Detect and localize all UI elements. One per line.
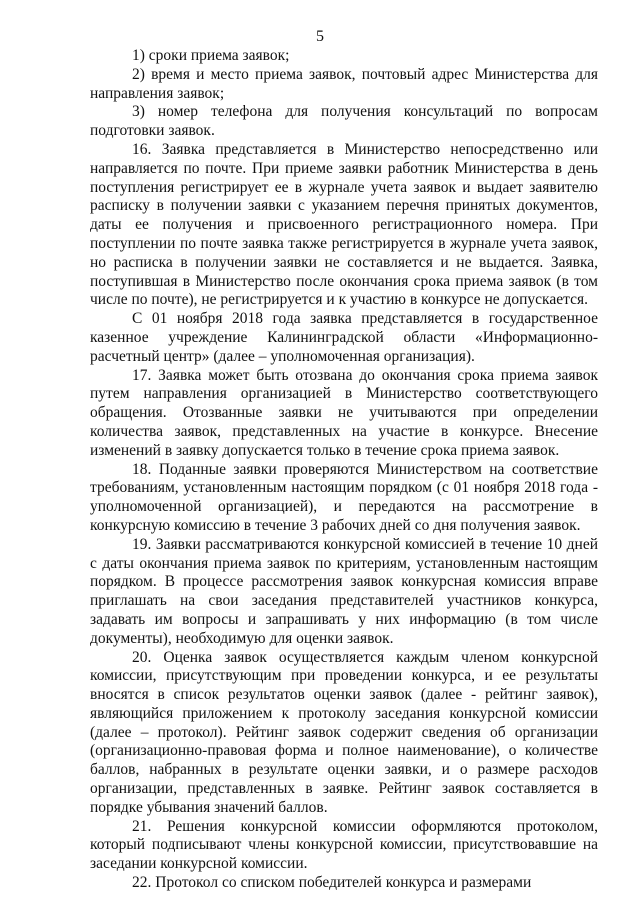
page-number: 5 bbox=[316, 28, 324, 45]
paragraph: 3) номер телефона для получения консультаций по вопросам подготовки заявок. bbox=[90, 103, 598, 140]
paragraph: С 01 ноября 2018 года заявка представляется в государственное казенное учреждение Калининградской области «Информационно-расчетный центр» (далее – уполномоченная организация). bbox=[90, 310, 598, 365]
paragraph: 20. Оценка заявок осуществляется каждым членом конкурсной комиссии, присутствующим при проведении конкурса, и ее результаты вносятся в список результатов оценки заявок (далее - рейтинг заявок), являющийся приложением к протоколу заседания конкурсной комиссии (далее – протокол). Рейтинг заявок содержит сведения об организации (организационно-правовая форма и полное наименование), о количестве баллов, набранных в результате оценки заявки, и о размере расходов организации, представленных в заявке. Рейтинг заявок составляется в порядке убывания значений баллов. bbox=[90, 648, 598, 816]
paragraph: 16. Заявка представляется в Министерство непосредственно или направляется по почте. При приеме заявки работник Министерства в день поступления регистрирует ее в журнале учета заявок и выдает заявителю расписку в получении заявки с указанием перечня принятых документов, даты ее получения и присвоенного регистрационного номера. При поступлении по почте заявка также регистрируется в журнале учета заявок, но расписка в получении заявки не составляется и не выдается. Заявка, поступившая в Министерство после окончания срока приема заявок (в том числе по почте), не регистрируется и к участию в конкурсе не допускается. bbox=[90, 140, 598, 309]
document-body bbox=[90, 47, 598, 893]
paragraph: 1) сроки приема заявок; bbox=[132, 47, 290, 64]
paragraph: 17. Заявка может быть отозвана до окончания срока приема заявок путем направления организацией в Министерство соответствующего обращения. Отозванные заявки не учитываются при определении количества заявок, представленных на участие в конкурсе. Внесение изменений в заявку допускается только в течение срока приема заявок. bbox=[90, 366, 598, 459]
paragraph: 21. Решения конкурсной комиссии оформляются протоколом, который подписывают члены конкурсной комиссии, присутствовавшие на заседании конкурсной комиссии. bbox=[90, 817, 598, 873]
paragraph: 22. Протокол со списком победителей конкурса и размерами bbox=[132, 874, 532, 892]
paragraph: 19. Заявки рассматриваются конкурсной комиссией в течение 10 дней с даты окончания приема заявок по критериям, установленным настоящим порядком. В процессе рассмотрения заявок конкурсная комиссия вправе приглашать на свои заседания представителей участников конкурса, задавать им вопросы и запрашивать у них информацию (в том числе документы), необходимую для оценки заявок. bbox=[90, 535, 598, 647]
paragraph: 2) время и место приема заявок, почтовый адрес Министерства для направления заявок; bbox=[90, 65, 598, 102]
paragraph: 18. Поданные заявки проверяются Министерством на соответствие требованиям, установленным настоящим порядком (с 01 ноября 2018 года - уполномоченной организацией), и передаются на рассмотрение в конкурсную комиссию в течение 3 рабочих дней со дня получения заявок. bbox=[90, 460, 598, 534]
